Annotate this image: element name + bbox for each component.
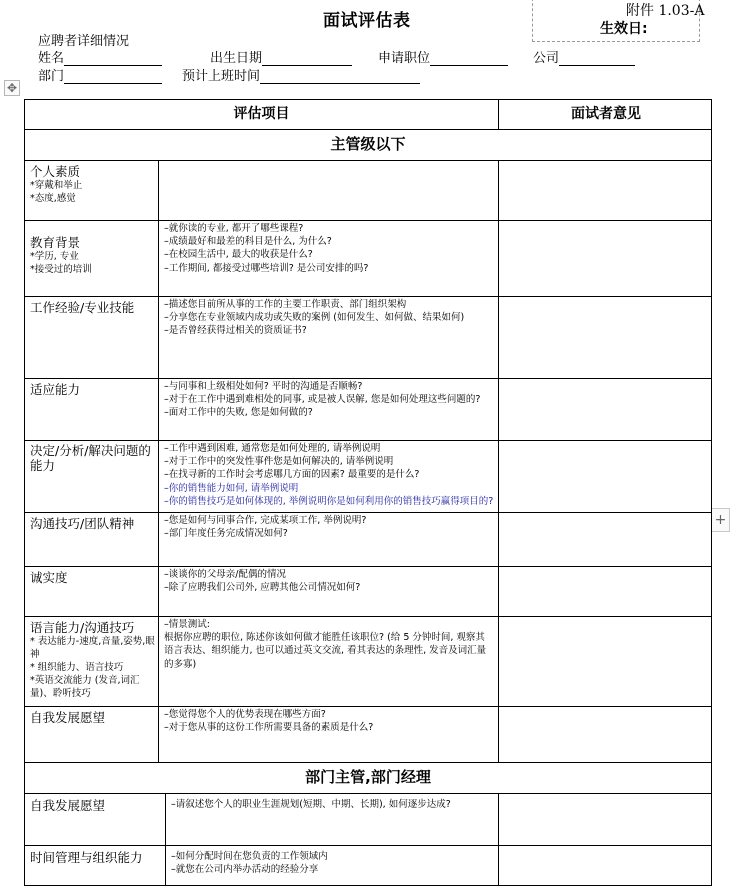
question-line: –工作中遇到困难, 通常您是如何处理的, 请举例说明 xyxy=(164,443,381,454)
item-label-cell xyxy=(25,567,159,616)
question-line: –是否曾经获得过相关的资质证书? xyxy=(164,325,307,337)
table-row xyxy=(24,297,712,379)
item-label: 诚实度 xyxy=(30,570,68,585)
item-label-cell xyxy=(25,794,166,845)
item-label-cell xyxy=(25,441,159,512)
question-line: –谈谈你的父母亲/配偶的情况 xyxy=(164,569,286,580)
item-sub-label: * 组织能力、语言技巧 xyxy=(30,662,124,673)
item-label-cell xyxy=(25,513,159,566)
item-label-cell xyxy=(25,161,159,220)
questions-cell xyxy=(166,846,499,885)
position-label: 申请职位 xyxy=(378,51,431,66)
question-line: –您觉得您个人的优势表现在哪些方面? xyxy=(164,709,326,720)
opinion-cell[interactable] xyxy=(499,846,713,885)
section-title-dept-manager: 部门主管,部门经理 xyxy=(305,768,431,786)
add-column-plus-icon[interactable]: + xyxy=(711,508,730,532)
item-label: 自我发展愿望 xyxy=(30,710,106,725)
question-line: –就您在公司内举办活动的经验分享 xyxy=(171,864,319,876)
question-line: –对于您从事的这份工作所需要具备的素质是什么? xyxy=(164,722,374,734)
position-blank[interactable] xyxy=(430,51,508,66)
name-field[interactable] xyxy=(38,47,162,66)
table-move-handle-icon[interactable]: ✥ xyxy=(4,80,20,96)
questions-cell xyxy=(159,221,499,296)
item-label-cell xyxy=(25,617,159,706)
item-label: 时间管理与组织能力 xyxy=(30,850,143,865)
opinion-cell[interactable] xyxy=(499,513,713,566)
section-row xyxy=(24,763,712,794)
effective-date-label: 生效日: xyxy=(600,21,648,37)
question-line: –成绩最好和最差的科目是什么, 为什么? xyxy=(164,236,332,248)
question-line: –你的销售能力如何, 请举例说明 xyxy=(164,482,299,494)
table-row xyxy=(24,441,712,513)
col-header-opinion-cell xyxy=(499,100,713,129)
questions-cell xyxy=(159,297,499,378)
table-row xyxy=(24,221,712,297)
department-field[interactable] xyxy=(38,65,162,84)
questions-cell xyxy=(159,707,499,762)
opinion-cell[interactable] xyxy=(499,297,713,378)
question-line: –你的销售技巧是如何体现的, 举例说明你是如何利用你的销售技巧赢得项目的? xyxy=(164,495,494,507)
attachment-number: 附件 1.03-A xyxy=(626,3,705,19)
item-sub-label: *英语交流能力 (发音,词汇量)、聆听技巧 xyxy=(30,675,140,699)
questions-cell xyxy=(159,379,499,440)
item-label: 语言能力/沟通技巧 xyxy=(30,620,135,635)
opinion-cell[interactable] xyxy=(499,221,713,296)
opinion-cell[interactable] xyxy=(499,567,713,616)
name-label: 姓名 xyxy=(38,51,65,66)
question-line: –与同事和上级相处如何? 平时的沟通是否顺畅? xyxy=(164,381,363,392)
question-line: –部门年度任务完成情况如何? xyxy=(164,528,288,540)
department-blank[interactable] xyxy=(64,69,162,84)
questions-cell xyxy=(159,617,499,706)
question-line: –对于在工作中遇到难相处的同事, 或是被人误解, 您是如何处理这些问题的? xyxy=(164,394,481,406)
question-line: –描述您目前所从事的工作的主要工作职责、部门组织架构 xyxy=(164,299,407,310)
position-field[interactable] xyxy=(378,47,508,66)
start-date-field[interactable] xyxy=(182,65,420,84)
question-line: –对于工作中的突发性事件您是如何解决的, 请举例说明 xyxy=(164,456,394,468)
item-label-cell xyxy=(25,846,166,885)
question-line: –面对工作中的失败, 您是如何做的? xyxy=(164,407,313,419)
question-line: –就你读的专业, 都开了哪些课程? xyxy=(164,223,304,234)
question-line: 根据你应聘的职位, 陈述你该如何做才能胜任该职位? (给 5 分钟时间, 观察其语言表达、组织能力, 也可以通过英文交流, 看其表达的条理性, 发音及词汇量的多寡) xyxy=(164,632,487,670)
opinion-cell[interactable] xyxy=(499,379,713,440)
question-line: –分享您在专业领域内成功或失败的案例 (如何发生、如何做、结果如何) xyxy=(164,312,465,324)
question-line: –如何分配时间在您负责的工作领域内 xyxy=(171,851,328,862)
birth-date-blank[interactable] xyxy=(262,51,352,66)
questions-cell xyxy=(159,513,499,566)
item-sub-label: *接受过的培训 xyxy=(30,264,92,275)
item-sub-label: * 表达能力-速度,音量,姿势,眼神 xyxy=(30,636,155,660)
question-line: –工作期间, 都接受过哪些培训? 是公司安排的吗? xyxy=(164,262,369,274)
questions-cell xyxy=(159,441,499,512)
section-row xyxy=(24,130,712,161)
col-header-item: 评估项目 xyxy=(233,106,290,122)
question-line: –在校园生活中, 最大的收获是什么? xyxy=(164,249,313,261)
col-header-opinion: 面试者意见 xyxy=(571,106,641,122)
item-label: 决定/分析/解决问题的能力 xyxy=(30,443,151,473)
applicant-details-heading: 应聘者详细情况 xyxy=(38,34,130,49)
question-line: –情景测试: xyxy=(164,619,210,630)
opinion-cell[interactable] xyxy=(499,617,713,706)
item-label: 沟通技巧/团队精神 xyxy=(30,516,135,531)
section-title-below-manager: 主管级以下 xyxy=(330,135,406,153)
item-sub-label: *态度,感觉 xyxy=(30,193,76,204)
question-line: –在找寻新的工作时会考虑哪几方面的因素? 最重要的是什么? xyxy=(164,469,420,481)
table-row xyxy=(24,379,712,441)
table-header-row xyxy=(24,99,712,130)
table-row xyxy=(24,846,712,886)
questions-cell xyxy=(159,567,499,616)
item-label-cell xyxy=(25,297,159,378)
birth-date-label: 出生日期 xyxy=(210,51,263,66)
question-line: –您是如何与同事合作, 完成某项工作, 举例说明? xyxy=(164,515,367,526)
item-label-cell xyxy=(25,221,159,296)
item-label: 自我发展愿望 xyxy=(30,798,106,813)
table-row xyxy=(24,513,712,567)
table-row xyxy=(24,161,712,221)
page-title: 面试评估表 xyxy=(323,11,411,31)
table-row xyxy=(24,707,712,763)
opinion-cell[interactable] xyxy=(499,794,713,845)
item-label: 适应能力 xyxy=(30,382,81,397)
table-row xyxy=(24,794,712,846)
table-row xyxy=(24,617,712,707)
department-label: 部门 xyxy=(38,69,65,84)
birth-date-field[interactable] xyxy=(210,47,352,66)
item-label: 个人素质 xyxy=(30,164,81,179)
questions-cell xyxy=(159,161,499,220)
company-blank[interactable] xyxy=(559,51,635,66)
table-row xyxy=(24,567,712,617)
item-sub-label: *学历, 专业 xyxy=(30,251,79,262)
start-date-blank[interactable] xyxy=(260,69,420,84)
opinion-cell[interactable] xyxy=(499,441,713,512)
opinion-cell[interactable] xyxy=(499,707,713,762)
item-sub-label: *穿戴和举止 xyxy=(30,180,83,191)
company-label: 公司 xyxy=(533,51,560,66)
start-date-label: 预计上班时间 xyxy=(182,69,261,84)
opinion-cell[interactable] xyxy=(499,161,713,220)
question-line: –请叙述您个人的职业生涯规划(短期、中期、长期), 如何逐步达成? xyxy=(171,799,451,810)
item-label-cell xyxy=(25,707,159,762)
item-label: 工作经验/专业技能 xyxy=(30,300,135,315)
question-line: –除了应聘我们公司外, 应聘其他公司情况如何? xyxy=(164,582,361,594)
item-label: 教育背景 xyxy=(30,235,81,250)
col-header-item-cell xyxy=(25,100,499,129)
item-label-cell xyxy=(25,379,159,440)
company-field[interactable] xyxy=(533,47,635,66)
questions-cell xyxy=(166,794,499,845)
name-blank[interactable] xyxy=(64,51,162,66)
